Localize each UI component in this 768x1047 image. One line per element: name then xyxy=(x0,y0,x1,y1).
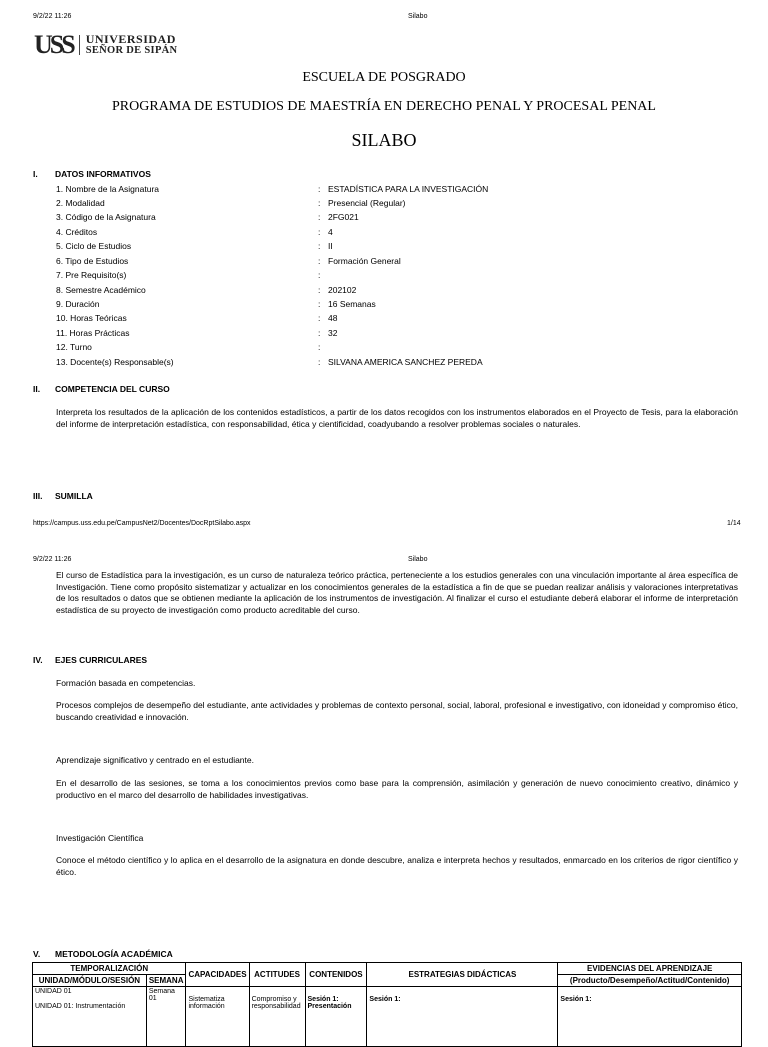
cell-contenidos xyxy=(305,987,367,1047)
info-row xyxy=(56,241,736,253)
info-value: SILVANA AMERICA SANCHEZ PEREDA xyxy=(328,357,483,367)
header-estrategias: ESTRATEGIAS DIDÁCTICAS xyxy=(367,963,558,987)
logo-line-2: SEÑOR DE SIPÁN xyxy=(85,45,178,56)
header-unidad: UNIDAD/MÓDULO/SESIÓN xyxy=(33,975,147,987)
info-label: 11. Horas Prácticas xyxy=(56,328,130,338)
document-title: SILABO xyxy=(351,130,417,150)
print-page-number: 1/14 xyxy=(727,520,741,527)
logo-line-1: UNIVERSIDAD xyxy=(85,32,176,46)
info-colon: : xyxy=(318,328,321,338)
header-temporalizacion: TEMPORALIZACIÓN xyxy=(33,963,186,975)
section-title: DATOS INFORMATIVOS xyxy=(55,169,151,179)
actitudes-text: Compromiso y responsabilidad xyxy=(251,996,301,1010)
info-colon: : xyxy=(318,241,321,251)
info-colon: : xyxy=(318,198,321,208)
eje-title: Formación basada en competencias. xyxy=(56,678,196,688)
unidad-name: UNIDAD 01: Instrumentación xyxy=(35,1003,126,1010)
header-contenidos: CONTENIDOS xyxy=(305,963,367,987)
logo-text xyxy=(86,34,178,56)
eje-text: Procesos complejos de desempeño del estudiante, ante actividades y problemas de contexto personal, social, laboral, profesional e investigativo, con idoneidad y compromiso ético, buscando creatividad e innovación. xyxy=(56,700,738,722)
print-title: Silabo xyxy=(408,556,428,563)
info-value: 4 xyxy=(328,227,333,237)
section-number: II. xyxy=(33,384,41,394)
logo-mark: USS xyxy=(34,30,73,59)
university-logo xyxy=(34,30,178,59)
info-label: 1. Nombre de la Asignatura xyxy=(56,184,160,194)
section-number: III. xyxy=(33,491,43,501)
header-evidencias-sub: (Producto/Desempeño/Actitud/Contenido) xyxy=(558,975,742,987)
cell-semana: Semana 01 xyxy=(146,987,186,1047)
info-row xyxy=(56,342,736,354)
info-row xyxy=(56,357,736,369)
info-label: 6. Tipo de Estudios xyxy=(56,256,129,266)
cell-actitudes xyxy=(249,987,305,1047)
info-label: 13. Docente(s) Responsable(s) xyxy=(56,357,174,367)
info-colon: : xyxy=(318,212,321,222)
section-number: IV. xyxy=(33,655,43,665)
sumilla-text: El curso de Estadística para la investigación, es un curso de naturaleza teórico práctica, perteneciente a los estudios generales con una vinculación importante al área específica de Investigación. Tiene como propósito sistematizar y actualizar en los conocimientos generales de la estadística a fin de que se puedan realizar análisis y valoraciones interpretativas de los resultados o datos que se obtienen mediante la aplicación de los instrumentos de investigación. Al finalizar el curso el estudiante deberá elaborar el informe de interpretación estadística de su proyecto de investigación como producto acreditable del curso. xyxy=(56,570,738,615)
print-title: Silabo xyxy=(408,13,428,20)
info-row xyxy=(56,299,736,311)
section-title: SUMILLA xyxy=(55,491,93,501)
info-row xyxy=(56,313,736,325)
info-value: II xyxy=(328,241,333,251)
info-colon: : xyxy=(318,342,321,352)
header-capacidades: CAPACIDADES xyxy=(186,963,249,987)
print-url: https://campus.uss.edu.pe/CampusNet2/Docentes/DocRptSilabo.aspx xyxy=(33,520,251,527)
program-title: PROGRAMA DE ESTUDIOS DE MAESTRÍA EN DERECHO PENAL Y PROCESAL PENAL xyxy=(112,99,656,114)
info-value: Formación General xyxy=(328,256,401,266)
info-row xyxy=(56,328,736,340)
cell-unidad xyxy=(33,987,147,1047)
info-label: 8. Semestre Académico xyxy=(56,285,146,295)
cell-capacidades xyxy=(186,987,249,1047)
table-header-row xyxy=(33,963,742,975)
info-value: 2FG021 xyxy=(328,212,359,222)
eje-text: En el desarrollo de las sesiones, se toma a los conocimientos previos como base para la comprensión, asimilación y generación de nuevo conocimiento creativo, dinámico y productivo en el marco del desarrollo de habilidades investigativas. xyxy=(56,778,738,800)
info-value: 16 Semanas xyxy=(328,299,376,309)
header-semana: SEMANA xyxy=(146,975,186,987)
print-datetime: 9/2/22 11:26 xyxy=(33,556,72,563)
contenidos-text: Sesión 1: Presentación xyxy=(307,996,352,1010)
info-colon: : xyxy=(318,299,321,309)
table-row xyxy=(33,987,742,1047)
competencia-text: Interpreta los resultados de la aplicación de los contenidos estadísticos, a partir de los datos recogidos con los instrumentos elaborados en el Proyecto de Tesis, para la elaboración del informe de interpretación estadística, con responsabilidad, ética y cientificidad, coadyubando a resolver problemas sociales o naturales. xyxy=(56,407,738,429)
eje-title: Investigación Científica xyxy=(56,833,144,843)
info-label: 10. Horas Teóricas xyxy=(56,313,127,323)
info-value: 32 xyxy=(328,328,338,338)
info-label: 4. Créditos xyxy=(56,227,98,237)
info-value: 202102 xyxy=(328,285,357,295)
section-title: EJES CURRICULARES xyxy=(55,655,148,665)
school-title: ESCUELA DE POSGRADO xyxy=(302,70,466,85)
info-value: ESTADÍSTICA PARA LA INVESTIGACIÓN xyxy=(328,184,489,194)
header-actitudes: ACTITUDES xyxy=(249,963,305,987)
info-colon: : xyxy=(318,256,321,266)
estrategias-text: Sesión 1: xyxy=(369,996,401,1003)
logo-divider xyxy=(79,35,80,55)
info-row xyxy=(56,212,736,224)
capacidades-text: Sistematiza información xyxy=(188,996,225,1010)
info-row xyxy=(56,285,736,297)
info-label: 3. Código de la Asignatura xyxy=(56,212,156,222)
header-evidencias: EVIDENCIAS DEL APRENDIZAJE xyxy=(558,963,742,975)
info-colon: : xyxy=(318,184,321,194)
cell-estrategias xyxy=(367,987,558,1047)
methodology-table xyxy=(32,962,742,1047)
info-value: Presencial (Regular) xyxy=(328,198,406,208)
section-number: I. xyxy=(33,169,38,179)
info-row xyxy=(56,256,736,268)
evidencias-text: Sesión 1: xyxy=(560,996,592,1003)
section-number: V. xyxy=(33,949,41,959)
info-colon: : xyxy=(318,227,321,237)
eje-text: Conoce el método científico y lo aplica en el desarrollo de la asignatura en donde descubre, analiza e interpreta hechos y resultados, enmarcado en los criterios de rigor científico y ético. xyxy=(56,855,738,877)
info-label: 12. Turno xyxy=(56,342,92,352)
cell-evidencias xyxy=(558,987,742,1047)
info-value: 48 xyxy=(328,313,338,323)
info-colon: : xyxy=(318,270,321,280)
info-row xyxy=(56,184,736,196)
info-colon: : xyxy=(318,357,321,367)
info-label: 5. Ciclo de Estudios xyxy=(56,241,132,251)
section-title: METODOLOGÍA ACADÉMICA xyxy=(55,949,173,959)
info-colon: : xyxy=(318,285,321,295)
info-label: 2. Modalidad xyxy=(56,198,105,208)
info-label: 7. Pre Requisito(s) xyxy=(56,270,127,280)
info-row xyxy=(56,198,736,210)
print-datetime: 9/2/22 11:26 xyxy=(33,13,72,20)
info-colon: : xyxy=(318,313,321,323)
unidad-number: UNIDAD 01 xyxy=(35,988,72,995)
info-label: 9. Duración xyxy=(56,299,100,309)
info-row xyxy=(56,270,736,282)
section-title: COMPETENCIA DEL CURSO xyxy=(55,384,170,394)
info-row xyxy=(56,227,736,239)
eje-title: Aprendizaje significativo y centrado en el estudiante. xyxy=(56,755,254,765)
